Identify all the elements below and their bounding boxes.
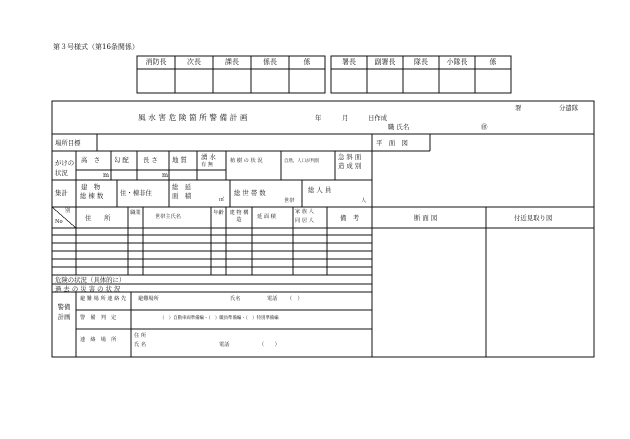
evac-name-label: 氏名 [230,296,241,302]
stamp-label: 次長 [187,58,201,66]
year-label: 年 [315,114,322,122]
cliff-length-header: 長 さ [143,156,158,164]
station-label: 署 [515,104,522,112]
unit-m: m [162,171,169,179]
stamp-label: 署長 [342,58,356,66]
collapse-zone-header: 造 成 別 [338,162,362,170]
stamp-label: 隊長 [414,58,428,66]
unit-people: 人 [361,198,367,204]
contact-phone-label: 電話 [219,342,230,348]
stamp-label: 副署長 [374,58,396,66]
totals-label: 集計 [55,189,68,197]
age-header: 年齢 [213,210,224,216]
no-header-top: 別 [65,208,71,214]
evac-contact-label: 避 難 場 所 連 絡 先 [80,296,127,302]
contact-name-label: 氏 名 [134,342,147,348]
cliff-label: がけの状況 [55,159,75,177]
stamp-label: 係 [303,58,311,66]
page-title: 風水害危険箇所警備計画 [138,113,251,122]
danger-status-label: 危険の状況（具体的に） [55,276,126,284]
evac-phone-label: 電話 [267,296,278,302]
stamp-label: 課長 [225,58,239,66]
cliff-height-header: 高 さ [81,156,101,164]
plan-view-label: 平 面 図 [376,139,408,147]
total-buildings-header: 総 棟 数 [80,192,104,200]
evac-contact-value: 避難場所 [138,296,159,302]
alert-options: （ ）自動車両準備編・（ ）職員準備編・（ ）特別準備編 [160,316,279,321]
steep-slope-header: 急 斜 面 [338,153,362,161]
seal-mark: ㊞ [481,123,488,131]
stamp-label: 小隊長 [446,58,468,66]
date-created-label: 日作成 [368,114,388,122]
cliff-geology-header: 地 質 [172,156,187,164]
residents-header: 同 居 人 [295,218,314,224]
spring-water-header: 湧 水 [201,153,216,161]
total-people-header: 総 人 員 [308,186,332,194]
floor-area-col-header: 延 面 積 [257,214,276,220]
contact-phone-paren: （ ） [259,342,280,348]
past-disasters-label: 過 去 の 災 害 の 状 況 [55,285,121,293]
family-header: 家 族 人 [295,209,314,215]
form-number: 第３号様式（第16条関係） [53,43,139,51]
month-label: 月 [342,114,349,122]
no-header-bottom: No [55,219,63,225]
spring-note: 有 無 [201,162,214,168]
stamp-label: 係長 [263,58,277,66]
evac-phone-paren: （ ） [287,296,303,302]
security-plan-label: 警備計画 [57,303,71,321]
stamp-label: 消防長 [145,58,167,66]
occupation-header: 職業 [130,210,141,216]
staff-name-label: 職 氏名 [388,123,410,131]
vicinity-map-header: 付近見取り図 [514,214,553,222]
branch-label: 分遣隊 [559,104,579,112]
structure-header: 建 物 構 造 [229,210,249,224]
unit-m: m [103,171,110,179]
remarks-header: 備 考 [340,214,360,222]
vegetation-header: 植 樹 の 状 況 [230,158,263,164]
total-households-header: 総 世 帯 数 [234,189,266,197]
floor-area-header: 面 積 [172,192,192,200]
contact-place-label: 連 絡 場 所 [80,337,117,343]
unit-households: 世帯 [284,198,295,204]
total-floor-header: 総 延 [172,183,192,191]
cliff-slope-header: 勾 配 [114,156,129,164]
alert-decision-label: 警 備 判 定 [80,315,117,321]
address-header: 住 所 [85,214,111,222]
residential-header: 住・棟非住 [120,189,152,197]
head-name-header: 世帯主氏名 [155,214,181,220]
unit-sqm: ㎡ [219,197,225,203]
stamp-label: 係 [489,58,497,66]
contact-address-label: 住 所 [134,333,147,339]
cross-section-header: 断 面 図 [414,214,438,222]
natural-artificial-header: 自然、人口が判別 [284,159,320,164]
buildings-header: 建 物 [81,183,101,191]
location-label: 場所目標 [55,139,81,147]
